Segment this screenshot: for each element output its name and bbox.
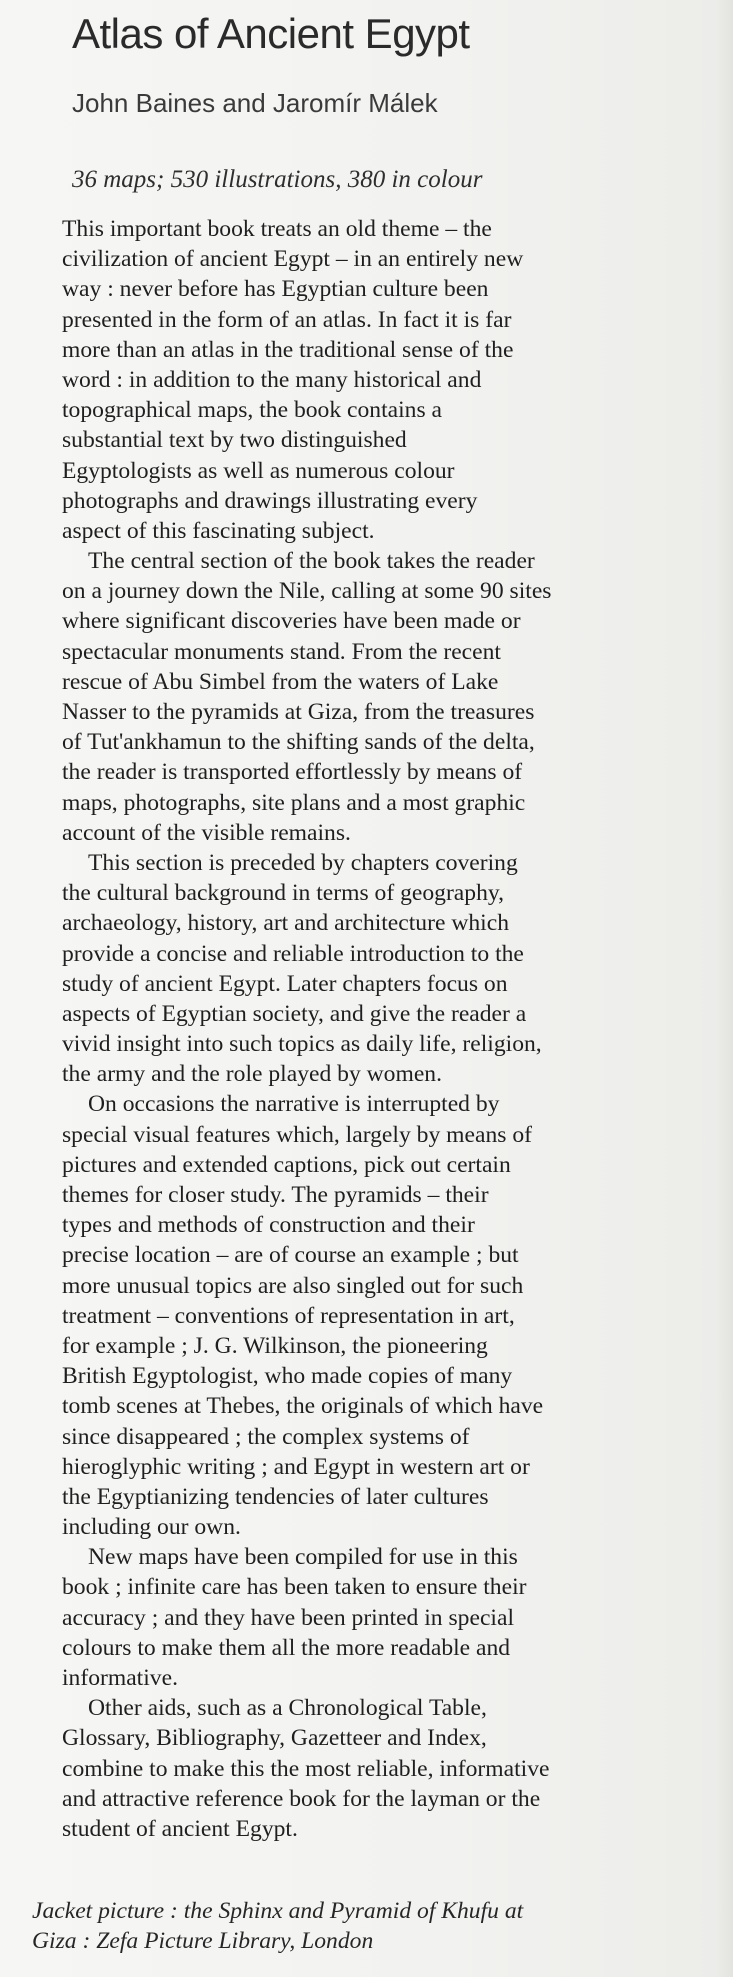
text-line: book ; infinite care has been taken to ensure their [62, 1574, 527, 1601]
text-line: since disappeared ; the complex systems of [62, 1423, 470, 1450]
text-line: New maps have been compiled for use in this [88, 1544, 518, 1571]
book-authors: John Baines and Jaromír Málek [72, 88, 438, 118]
paragraph-5 [62, 1542, 698, 1693]
jacket-picture-credit [32, 1896, 712, 1956]
text-line: word : in addition to the many historical and [62, 366, 482, 393]
text-line: the reader is transported effortlessly by means of [62, 759, 523, 786]
text-line: photographs and drawings illustrating every [62, 487, 478, 514]
illustration-stats: 36 maps; 530 illustrations, 380 in colour [72, 166, 483, 193]
credit-line: Giza : Zefa Picture Library, London [32, 1928, 374, 1954]
paragraph-3 [62, 848, 698, 1090]
text-line: precise location – are of course an example ; but [62, 1242, 519, 1269]
text-line: themes for closer study. The pyramids – their [62, 1182, 489, 1208]
text-line: Nasser to the pyramids at Giza, from the treasures [62, 699, 535, 725]
text-line: Glossary, Bibliography, Gazetteer and Index, [62, 1725, 487, 1752]
text-line: for example ; J. G. Wilkinson, the pioneering [62, 1332, 488, 1359]
text-line: topographical maps, the book contains a [62, 397, 443, 424]
paragraph-6 [62, 1693, 698, 1844]
text-line: pictures and extended captions, pick out certain [62, 1151, 511, 1178]
text-line: treatment – conventions of representation in art, [62, 1302, 515, 1329]
text-line: of Tut'ankhamun to the shifting sands of the delta, [62, 729, 535, 756]
text-line: including our own. [62, 1514, 241, 1541]
text-line: where significant discoveries have been made or [62, 608, 521, 635]
text-line: colours to make them all the more readable and [62, 1634, 511, 1661]
paragraph-4 [62, 1089, 698, 1542]
blurb-body [62, 214, 698, 1844]
text-line: Egyptologists as well as numerous colour [62, 457, 455, 484]
text-line: more unusual topics are also singled out for such [62, 1272, 524, 1299]
text-line: account of the visible remains. [62, 819, 351, 846]
book-title: Atlas of Ancient Egypt [72, 10, 470, 57]
text-line: hieroglyphic writing ; and Egypt in western art or [62, 1453, 530, 1480]
text-line: tomb scenes at Thebes, the originals of which have [62, 1393, 544, 1420]
text-line: spectacular monuments stand. From the recent [62, 638, 501, 665]
text-line: vivid insight into such topics as daily life, religion, [62, 1031, 542, 1058]
paragraph-2 [62, 546, 698, 848]
text-line: This important book treats an old theme – the [62, 216, 492, 242]
page-edge-shadow [715, 0, 733, 1977]
text-line: study of ancient Egypt. Later chapters focus on [62, 970, 508, 997]
text-line: student of ancient Egypt. [62, 1815, 298, 1842]
text-line: substantial text by two distinguished [62, 427, 407, 454]
text-line: special visual features which, largely by means of [62, 1121, 532, 1148]
text-line: Other aids, such as a Chronological Table, [88, 1695, 487, 1722]
text-line: presented in the form of an atlas. In fact it is far [62, 306, 512, 333]
text-line: informative. [62, 1665, 178, 1691]
text-line: rescue of Abu Simbel from the waters of Lake [62, 668, 499, 695]
text-line: The central section of the book takes the reader [88, 548, 535, 575]
text-line: types and methods of construction and their [62, 1212, 475, 1239]
text-line: more than an atlas in the traditional sense of the [62, 336, 514, 363]
text-line: maps, photographs, site plans and a most graphic [62, 789, 526, 816]
text-line: provide a concise and reliable introduction to the [62, 940, 524, 967]
text-line: way : never before has Egyptian culture been [62, 276, 489, 303]
text-line: archaeology, history, art and architecture which [62, 910, 509, 937]
text-line: the Egyptianizing tendencies of later cultures [62, 1483, 489, 1510]
text-line: British Egyptologist, who made copies of many [62, 1363, 513, 1390]
text-line: civilization of ancient Egypt – in an entirely new [62, 246, 524, 273]
text-line: the army and the role played by women. [62, 1061, 442, 1088]
text-line: combine to make this the most reliable, informative [62, 1755, 550, 1782]
text-line: On occasions the narrative is interrupted by [88, 1091, 500, 1118]
text-line: aspects of Egyptian society, and give the reader a [62, 1000, 527, 1027]
text-line: on a journey down the Nile, calling at some 90 sites [62, 578, 552, 605]
text-line: aspect of this fascinating subject. [62, 517, 375, 544]
text-line: and attractive reference book for the layman or the [62, 1785, 541, 1812]
text-line: the cultural background in terms of geography, [62, 880, 505, 907]
paragraph-1 [62, 214, 698, 546]
text-line: This section is preceded by chapters covering [88, 849, 518, 876]
text-line: accuracy ; and they have been printed in special [62, 1604, 515, 1631]
credit-line: Jacket picture : the Sphinx and Pyramid of Khufu at [32, 1898, 524, 1924]
